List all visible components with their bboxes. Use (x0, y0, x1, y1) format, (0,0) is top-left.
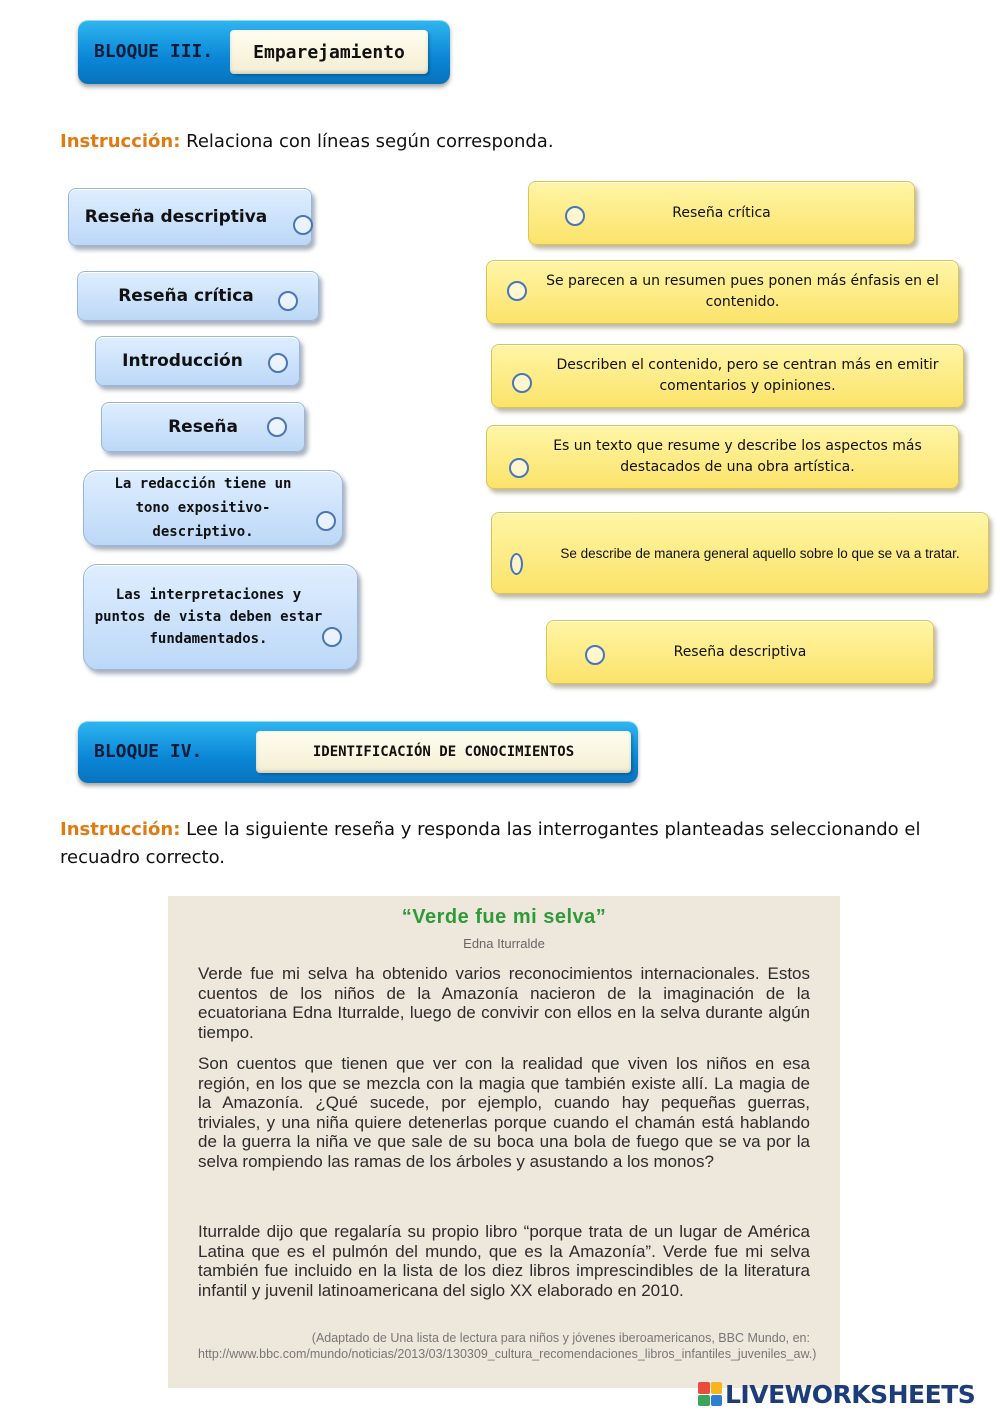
article-title: “Verde fue mi selva” (401, 906, 607, 928)
bloque-title: IDENTIFICACIÓN DE CONOCIMIENTOS (256, 731, 631, 773)
instruction-text: Relaciona con líneas según corresponda. (180, 131, 554, 152)
liveworksheets-logo (698, 1378, 975, 1410)
connector-circle[interactable] (507, 281, 527, 301)
left-item-introduccion[interactable] (95, 336, 300, 386)
right-item-label: Describen el contenido, pero se centran más en emitir comentarios y opiniones. (556, 357, 939, 394)
review-article (168, 896, 840, 1388)
bloque-title: Emparejamiento (230, 30, 428, 74)
connector-circle[interactable] (293, 215, 313, 235)
left-item-label: Introducción (122, 351, 243, 371)
right-item-label: Se parecen a un resumen pues ponen más énfasis en el contenido. (546, 273, 939, 310)
left-item-label: La redacción tiene un tono expositivo-descriptivo. (114, 476, 292, 540)
right-item-comentarios[interactable] (491, 344, 964, 408)
bloque-label: BLOQUE III. (94, 41, 214, 62)
right-item-introduccion[interactable] (491, 512, 989, 594)
logo-text: LIVEWORKSHEETS (725, 1379, 976, 1409)
instruction-1 (60, 128, 554, 156)
right-item-label: Reseña crítica (672, 204, 771, 221)
connector-circle[interactable] (509, 458, 529, 478)
bloque-iv-header (78, 721, 638, 783)
left-item-label: Reseña descriptiva (84, 207, 268, 227)
article-paragraph-2: Son cuentos que tienen que ver con la realidad que viven los niños en esa región, en los que se mezcla con la magia que también existe allí. La magia de la Amazonía. ¿Qué sucede, por ejemplo, cuando hay pequeñas guerras, triviales, y una niña quiere detenerlas porque cuando el chamán está hablando de la guerra la niña ve que sale de su boca una bola de fuego que se va por la selva rompiendo las ramas de los árboles y asustando a los monos? (198, 1054, 810, 1171)
left-item-resena-descriptiva[interactable] (68, 188, 312, 246)
connector-circle[interactable] (316, 511, 336, 531)
instruction-key: Instrucción: (60, 819, 181, 840)
right-item-resumen[interactable] (486, 260, 959, 324)
left-item-interpretaciones[interactable] (83, 564, 358, 670)
left-item-redaccion[interactable] (83, 470, 343, 546)
right-item-resena-descriptiva[interactable] (546, 620, 934, 684)
instruction-2 (60, 816, 950, 872)
connector-circle[interactable] (267, 417, 287, 437)
bloque-label: BLOQUE IV. (94, 741, 203, 762)
article-author: Edna Iturralde (463, 936, 545, 951)
instruction-key: Instrucción: (60, 131, 181, 152)
right-item-label: Reseña descriptiva (673, 643, 807, 660)
connector-circle[interactable] (268, 353, 288, 373)
article-paragraph-1: Verde fue mi selva ha obtenido varios reconocimientos internacionales. Estos cuentos de los niños de la Amazonía nacieron de la imaginación de la ecuatoriana Edna Iturralde, luego de convivir con ellos en la selva durante algún tiempo. (198, 964, 810, 1042)
left-item-label: Las interpretaciones y puntos de vista deben estar fundamentados. (94, 587, 323, 647)
instruction-text: Lee la siguiente reseña y responda las interrogantes planteadas seleccionando el recuadro correcto. (60, 819, 921, 868)
article-paragraph-3: Iturralde dijo que regalaría su propio libro “porque trata de un lugar de América Latina que es el pulmón del mundo, que es la Amazonía”. Verde fue mi selva también fue incluido en la lista de los diez libros imprescindibles de la literatura infantil y juvenil latinoamericana del siglo XX elaborado en 2010. (198, 1222, 810, 1300)
logo-icon (698, 1382, 722, 1406)
article-source: (Adaptado de Una lista de lectura para niños y jóvenes iberoamericanos, BBC Mundo, en: http://www.bbc.com/mundo/noticias/2013/03/130309_cultura_recomendaciones_libros_infantiles_juveniles_aw.) (198, 1331, 817, 1361)
right-item-resena-critica[interactable] (528, 181, 915, 245)
bloque-iii-header (78, 20, 450, 84)
connector-circle[interactable] (585, 645, 605, 665)
connector-circle[interactable] (565, 206, 585, 226)
connector-circle[interactable] (278, 291, 298, 311)
right-item-texto[interactable] (486, 425, 959, 489)
connector-circle[interactable] (510, 553, 523, 575)
left-item-label: Reseña crítica (118, 286, 254, 306)
connector-circle[interactable] (322, 627, 342, 647)
left-item-label: Reseña (168, 417, 238, 437)
connector-circle[interactable] (512, 373, 532, 393)
right-item-label: Se describe de manera general aquello sobre lo que se va a tratar. (560, 545, 960, 561)
left-item-resena[interactable] (101, 402, 305, 452)
right-item-label: Es un texto que resume y describe los aspectos más destacados de una obra artística. (553, 438, 922, 475)
left-item-resena-critica[interactable] (77, 271, 319, 321)
